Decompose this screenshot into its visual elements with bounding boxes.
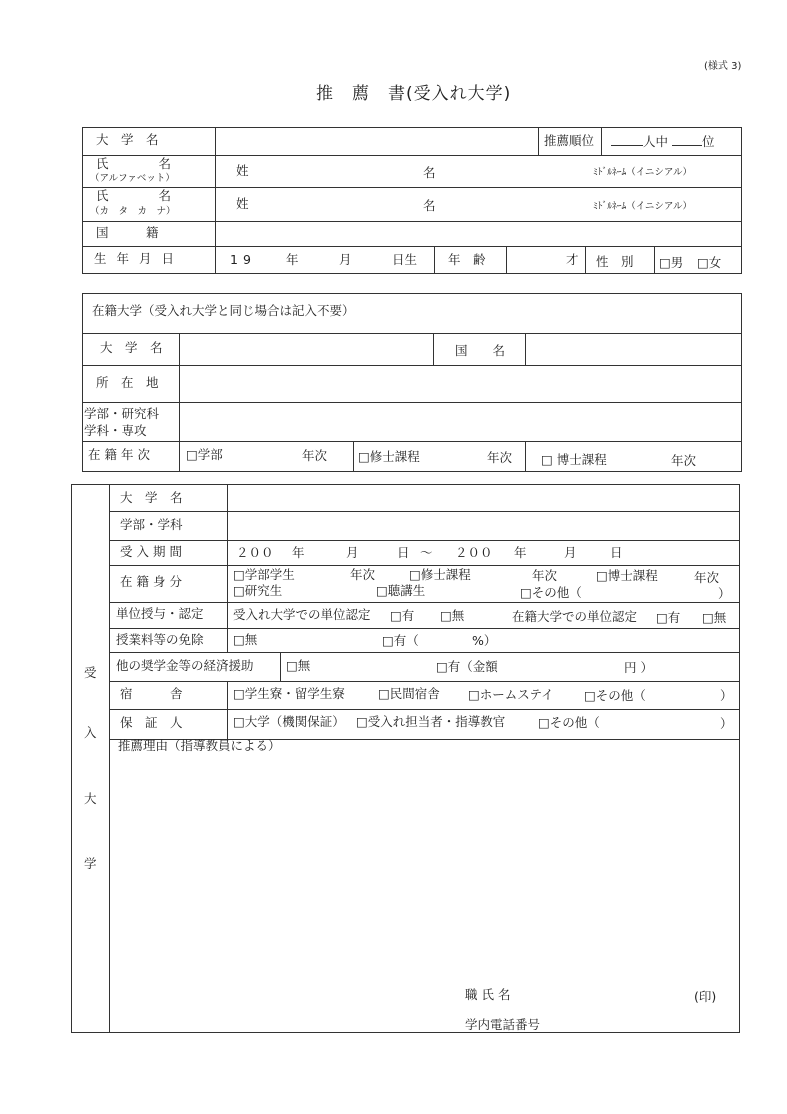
status-auditor-checkbox[interactable]: □聴講生 — [376, 583, 426, 598]
birth-day-unit: 日生 — [392, 252, 418, 267]
rank-label: 推薦順位 — [544, 133, 595, 148]
doctoral-year-unit: 年次 — [671, 453, 697, 468]
fee-waiver-no[interactable]: □無 — [233, 632, 258, 647]
period-end-month: 月 — [564, 545, 577, 560]
credit-home-yes[interactable]: □有 — [656, 610, 681, 625]
credit-home-no[interactable]: □無 — [702, 610, 727, 625]
masters-checkbox[interactable]: □修士課程 — [358, 449, 420, 464]
period-start-day: 日 — [397, 545, 410, 560]
credit-host-label: 受入れ大学での単位認定 — [233, 607, 371, 622]
family-name-alpha-label: 姓 — [236, 163, 249, 178]
doctoral-checkbox[interactable]: □ 博士課程 — [541, 452, 607, 467]
guarantor-label: 保 証 人 — [120, 715, 183, 730]
host-univ-label: 大 学 名 — [120, 490, 183, 505]
period-end-prefix: ２００ — [455, 545, 493, 560]
credit-home-label: 在籍大学での単位認定 — [512, 609, 638, 624]
credit-label: 単位授与・認定 — [116, 606, 204, 621]
masters-year-unit: 年次 — [487, 450, 513, 465]
side-label-1: 受 — [84, 665, 97, 680]
guarantor-univ-checkbox[interactable]: □大学（機関保証） — [233, 714, 345, 729]
status-undergrad-year: 年次 — [350, 567, 376, 582]
period-label: 受入期間 — [120, 544, 187, 559]
birth-year-prefix: 19 — [230, 252, 256, 267]
period-end-day: 日 — [610, 545, 623, 560]
side-label-4: 学 — [84, 856, 97, 871]
page-title: 推 薦 書(受入れ大学) — [316, 84, 512, 104]
reason-field[interactable] — [114, 758, 734, 978]
period-start-month: 月 — [346, 545, 359, 560]
birthdate-label: 生年月日 — [94, 251, 185, 266]
host-faculty-label: 学部・学科 — [120, 517, 183, 532]
status-research-checkbox[interactable]: □研究生 — [233, 583, 283, 598]
period-tilde: ～ — [420, 545, 433, 560]
scholarship-yen: 円 ） — [624, 660, 653, 675]
housing-homestay-checkbox[interactable]: □ホームステイ — [468, 687, 554, 702]
sex-female-checkbox[interactable]: □女 — [697, 255, 722, 270]
sex-label: 性 別 — [596, 254, 634, 269]
guarantor-other-close: ） — [720, 716, 733, 731]
current-univ-name-label: 大 学 名 — [100, 340, 163, 355]
country-label: 国 名 — [455, 343, 506, 358]
undergrad-year-unit: 年次 — [302, 448, 328, 463]
name-kana-sublabel: （カ タ カ ナ） — [90, 206, 176, 217]
undergrad-checkbox[interactable]: □学部 — [186, 447, 223, 462]
sex-male-checkbox[interactable]: □男 — [659, 255, 684, 270]
guarantor-host-checkbox[interactable]: □受入れ担当者・指導教官 — [356, 714, 506, 729]
credit-host-yes[interactable]: □有 — [390, 608, 415, 623]
period-end-year: 年 — [514, 545, 527, 560]
rank-field[interactable]: 人中 位 — [611, 135, 715, 149]
housing-dorm-checkbox[interactable]: □学生寮・留学生寮 — [233, 686, 345, 701]
name-kana-label: 氏 名 — [96, 188, 172, 203]
scholarship-label: 他の奨学金等の経済援助 — [116, 658, 254, 673]
signature-label: 職 氏 名 — [465, 987, 511, 1002]
housing-label: 宿 舎 — [120, 686, 183, 701]
faculty-label-2: 学科・専攻 — [84, 423, 147, 438]
age-unit: 才 — [566, 252, 579, 267]
faculty-label-1: 学部・研究科 — [84, 406, 160, 421]
period-start-prefix: ２００ — [236, 545, 274, 560]
nationality-field[interactable] — [220, 224, 738, 243]
housing-private-checkbox[interactable]: □民間宿舎 — [378, 686, 440, 701]
form-number: (様式 3) — [704, 61, 742, 72]
scholarship-no[interactable]: □無 — [286, 658, 311, 673]
housing-other-checkbox[interactable]: □その他（ — [584, 688, 646, 703]
reason-label: 推薦理由（指導教員による） — [118, 738, 281, 753]
housing-other-close: ） — [720, 688, 733, 703]
credit-host-no[interactable]: □無 — [440, 608, 465, 623]
current-university-table — [82, 293, 742, 472]
period-start-year: 年 — [292, 545, 305, 560]
phone-label: 学内電話番号 — [465, 1017, 541, 1032]
status-masters-year: 年次 — [532, 568, 558, 583]
fee-waiver-percent: %） — [472, 633, 497, 648]
status-doctoral-checkbox[interactable]: □博士課程 — [596, 568, 658, 583]
fee-waiver-label: 授業料等の免除 — [116, 632, 204, 647]
middle-name-alpha-label: ﾐﾄﾞﾙﾈｰﾑ（イニシアル） — [593, 167, 692, 178]
given-name-kana-label: 名 — [423, 198, 436, 213]
status-masters-checkbox[interactable]: □修士課程 — [409, 567, 471, 582]
univ-name-label: 大 学 名 — [96, 132, 159, 147]
guarantor-other-checkbox[interactable]: □その他（ — [538, 715, 600, 730]
status-other-checkbox[interactable]: □その他（ — [520, 585, 582, 600]
name-alpha-sublabel: （アルファベット） — [90, 173, 175, 184]
status-label: 在籍身分 — [120, 574, 187, 589]
fee-waiver-yes[interactable]: □有（ — [382, 633, 419, 648]
univ-name-field[interactable] — [220, 131, 534, 151]
scholarship-yes[interactable]: □有（金額 — [436, 659, 498, 674]
birth-year-unit: 年 — [286, 252, 299, 267]
nationality-label: 国 籍 — [96, 225, 159, 240]
status-undergrad-checkbox[interactable]: □学部学生 — [233, 567, 295, 582]
enrollment-years-label: 在籍年次 — [88, 447, 155, 462]
name-alpha-label: 氏 名 — [96, 156, 172, 171]
family-name-kana-label: 姓 — [236, 196, 249, 211]
status-other-close: ） — [718, 586, 731, 601]
seal-mark: (印) — [694, 989, 717, 1004]
status-doctoral-year: 年次 — [694, 570, 720, 585]
middle-name-kana-label: ﾐﾄﾞﾙﾈｰﾑ（イニシアル） — [593, 201, 692, 212]
age-label: 年 齢 — [448, 252, 486, 267]
side-label-3: 大 — [84, 791, 97, 806]
address-label: 所 在 地 — [96, 375, 159, 390]
given-name-alpha-label: 名 — [423, 165, 436, 180]
current-univ-header: 在籍大学（受入れ大学と同じ場合は記入不要） — [92, 303, 355, 318]
side-label-2: 入 — [84, 725, 97, 740]
birth-month-unit: 月 — [339, 252, 352, 267]
